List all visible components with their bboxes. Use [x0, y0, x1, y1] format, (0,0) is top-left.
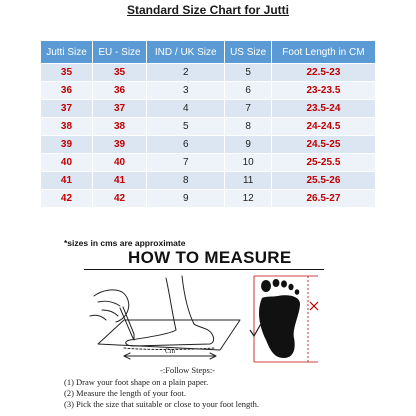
chart-title: Standard Size Chart for Jutti: [126, 3, 290, 17]
cell-us-size: 7: [225, 100, 271, 118]
cell-foot-length: 23.5-24: [271, 100, 375, 118]
cell-foot-length: 22.5-23: [271, 64, 375, 82]
header-eu-size: EU - Size: [92, 41, 146, 64]
cell-ind-uk-size: 6: [147, 136, 225, 154]
cell-eu-size: 41: [92, 172, 146, 190]
heading-underline: [84, 269, 324, 270]
header-foot-length: Foot Length in CM: [271, 41, 375, 64]
cell-ind-uk-size: 5: [147, 118, 225, 136]
cell-ind-uk-size: 9: [147, 190, 225, 208]
cross-mark-icon: [310, 302, 318, 310]
cell-foot-length: 25-25.5: [271, 154, 375, 172]
cell-ind-uk-size: 3: [147, 82, 225, 100]
table-row: [41, 190, 376, 208]
step-2: (2) Measure the length of your foot.: [64, 388, 187, 398]
cell-jutti-size: 39: [41, 136, 93, 154]
cm-label: Cm: [164, 347, 176, 355]
cell-us-size: 5: [225, 64, 271, 82]
table-row: [41, 64, 376, 82]
table-row: [41, 100, 376, 118]
cell-us-size: 11: [225, 172, 271, 190]
cell-ind-uk-size: 8: [147, 172, 225, 190]
cell-eu-size: 35: [92, 64, 146, 82]
table-row: [41, 172, 376, 190]
header-ind-uk-size: IND / UK Size: [147, 41, 225, 64]
footprint-diagram: [248, 272, 328, 366]
cell-foot-length: 23-23.5: [271, 82, 375, 100]
footprint-icon: [259, 279, 300, 358]
size-chart-table: [40, 40, 376, 208]
cell-foot-length: 24-24.5: [271, 118, 375, 136]
cell-jutti-size: 41: [41, 172, 93, 190]
cell-foot-length: 24.5-25: [271, 136, 375, 154]
table-row: [41, 154, 376, 172]
sizes-note: *sizes in cms are approximate: [64, 238, 186, 248]
cell-ind-uk-size: 2: [147, 64, 225, 82]
cell-jutti-size: 36: [41, 82, 93, 100]
cell-eu-size: 37: [92, 100, 146, 118]
table-row: [41, 136, 376, 154]
cell-us-size: 9: [225, 136, 271, 154]
cell-jutti-size: 42: [41, 190, 93, 208]
table-row: [41, 118, 376, 136]
cell-jutti-size: 40: [41, 154, 93, 172]
table-row: [41, 82, 376, 100]
cell-ind-uk-size: 4: [147, 100, 225, 118]
cell-us-size: 10: [225, 154, 271, 172]
cell-foot-length: 25.5-26: [271, 172, 375, 190]
cell-foot-length: 26.5-27: [271, 190, 375, 208]
step-1: (1) Draw your foot shape on a plain paper.: [64, 377, 209, 387]
cell-jutti-size: 37: [41, 100, 93, 118]
cell-ind-uk-size: 7: [147, 154, 225, 172]
step-3: (3) Pick the size that suitable or close to your foot length.: [64, 399, 259, 409]
header-us-size: US Size: [225, 41, 271, 64]
table-header-row: [41, 41, 376, 64]
cell-eu-size: 42: [92, 190, 146, 208]
cell-us-size: 12: [225, 190, 271, 208]
cell-eu-size: 39: [92, 136, 146, 154]
hand-measuring-foot-illustration: [84, 272, 244, 364]
cell-us-size: 8: [225, 118, 271, 136]
follow-steps-title: -:Follow Steps:-: [160, 365, 216, 375]
cell-eu-size: 36: [92, 82, 146, 100]
cell-jutti-size: 38: [41, 118, 93, 136]
cell-jutti-size: 35: [41, 64, 93, 82]
how-to-measure-heading: HOW TO MEASURE: [128, 248, 292, 267]
cell-eu-size: 38: [92, 118, 146, 136]
cell-us-size: 6: [225, 82, 271, 100]
check-mark-icon: [250, 322, 262, 336]
cell-eu-size: 40: [92, 154, 146, 172]
header-jutti-size: Jutti Size: [41, 41, 93, 64]
